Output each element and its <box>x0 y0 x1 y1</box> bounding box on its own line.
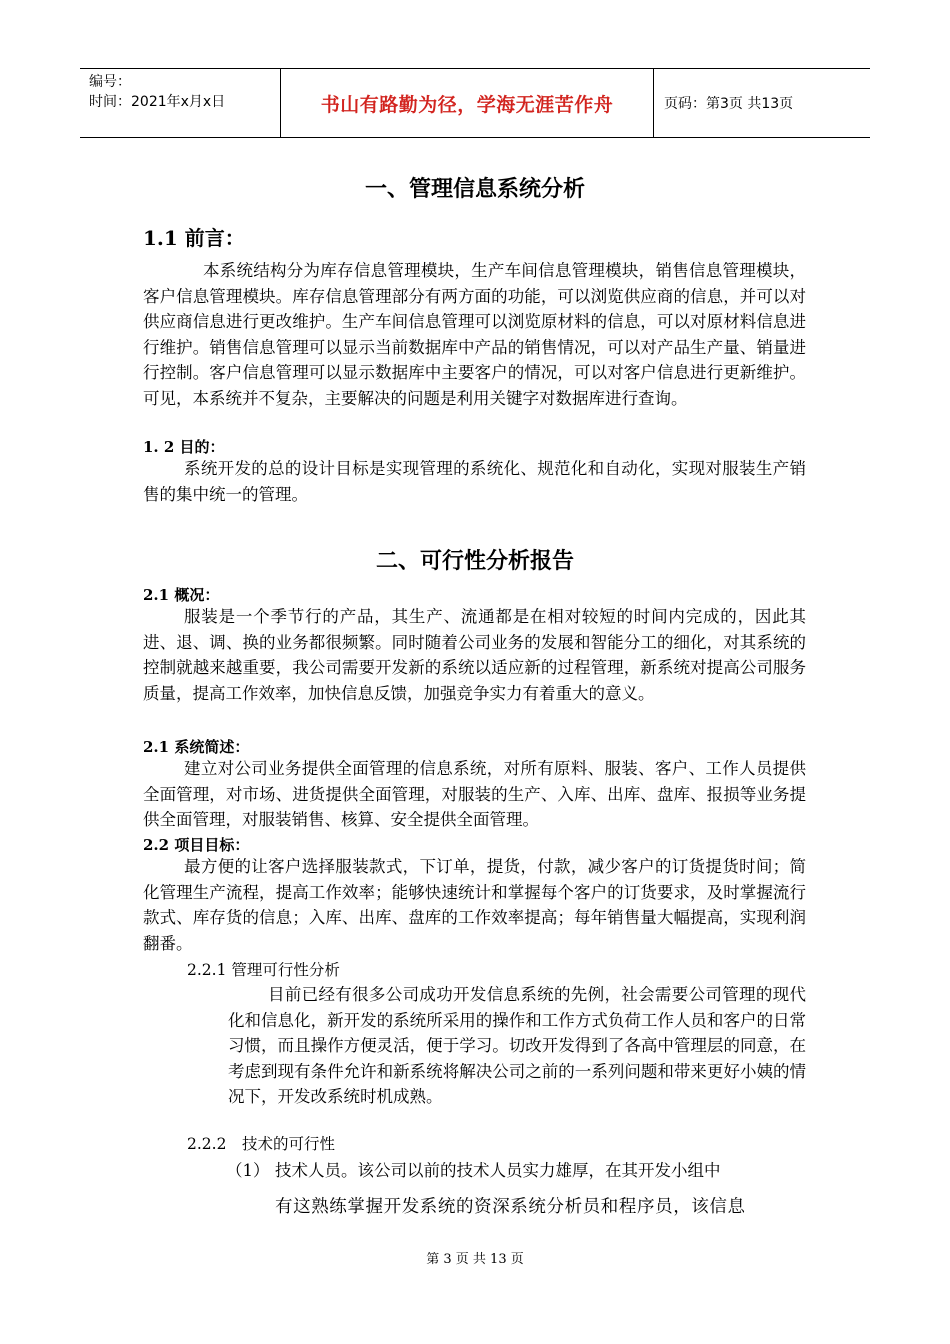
section-1-1-heading: 1.1 前言： <box>143 226 245 250</box>
section-1-2-heading: 1. 2 目的： <box>143 438 225 456</box>
section-2-2-2-heading: 2.2.2 技术的可行性 <box>187 1135 335 1153</box>
page-footer: 第 3 页 共 13 页 <box>426 1252 524 1267</box>
header-meta <box>80 69 281 137</box>
section-2-1-system-paragraph: 建立对公司业务提供全面管理的信息系统，对所有原料、服装、客户、工作人员提供全面管理，对市场、进货提供全面管理，对服装的生产、入库、出库、盘库、报损等业务提供全面管理，对服装销售、核算、安全提供全面管理。 <box>143 759 806 829</box>
section-1-1-paragraph: 本系统结构分为库存信息管理模块，生产车间信息管理模块，销售信息管理模块，客户信息管理模块。库存信息管理部分有两方面的功能，可以浏览供应商的信息，并可以对供应商信息进行更改维护。生产车间信息管理可以浏览原材料的信息，可以对原材料信息进行维护。销售信息管理可以显示当前数据库中产品的销售情况，可以对产品生产量、销量进行控制。客户信息管理可以显示数据库中主要客户的情况，可以对客户信息进行更新维护。可见，本系统并不复杂，主要解决的问题是利用关键字对数据库进行查询。 <box>143 261 806 408</box>
header-page-info: 页码：第3页 共13页 <box>664 96 794 112</box>
list-item-marker: （1） <box>226 1161 270 1180</box>
section-2-2-1-heading: 2.2.1 管理可行性分析 <box>187 961 340 979</box>
list-item-text-line-2: 有这熟练掌握开发系统的资深系统分析员和程序员，该信息 <box>275 1197 746 1217</box>
document-number-label: 编号： <box>89 74 131 90</box>
section-1-2-paragraph: 系统开发的总的设计目标是实现管理的系统化、规范化和自动化，实现对服装生产销售的集中统一的管理。 <box>143 459 806 504</box>
header-motto: 书山有路勤为径，学海无涯苦作舟 <box>281 69 654 137</box>
section-2-1-overview-paragraph: 服装是一个季节行的产品，其生产、流通都是在相对较短的时间内完成的，因此其进、退、调、换的业务都很频繁。同时随着公司业务的发展和智能分工的细化，对其系统的控制就越来越重要，我公司需要开发新的系统以适应新的过程管理，新系统对提高公司服务质量，提高工作效率，加快信息反馈，加强竞争实力有着重大的意义。 <box>143 607 806 703</box>
section-2-2-paragraph: 最方便的让客户选择服装款式，下订单，提货，付款，减少客户的订货提货时间；简化管理生产流程，提高工作效率；能够快速统计和掌握每个客户的订货要求，及时掌握流行款式、库存货的信息；入库、出库、盘库的工作效率提高；每年销售量大幅提高，实现利润翻番。 <box>143 857 806 953</box>
section-2-2-heading: 2.2 项目目标： <box>143 836 250 854</box>
section-2-title: 二、可行性分析报告 <box>375 549 574 574</box>
document-time-label: 时间：2021年x月x日 <box>89 94 226 110</box>
section-2-1-overview-heading: 2.1 概况： <box>143 586 220 604</box>
page-header <box>80 68 870 138</box>
section-2-1-system-heading: 2.1 系统简述： <box>143 738 250 756</box>
list-item-text-line-1: 技术人员。该公司以前的技术人员实力雄厚，在其开发小组中 <box>275 1161 721 1180</box>
section-1-title: 一、管理信息系统分析 <box>364 177 585 202</box>
section-2-2-1-paragraph: 目前已经有很多公司成功开发信息系统的先例，社会需要公司管理的现代化和信息化，新开发的系统所采用的操作和工作方式负荷工作人员和客户的日常习惯，而且操作方便灵活，便于学习。切改开发得到了各高中管理层的同意，在考虑到现有条件允许和新系统将解决公司之前的一系列问题和带来更好小姨的情况下，开发改系统时机成熟。 <box>228 985 806 1106</box>
